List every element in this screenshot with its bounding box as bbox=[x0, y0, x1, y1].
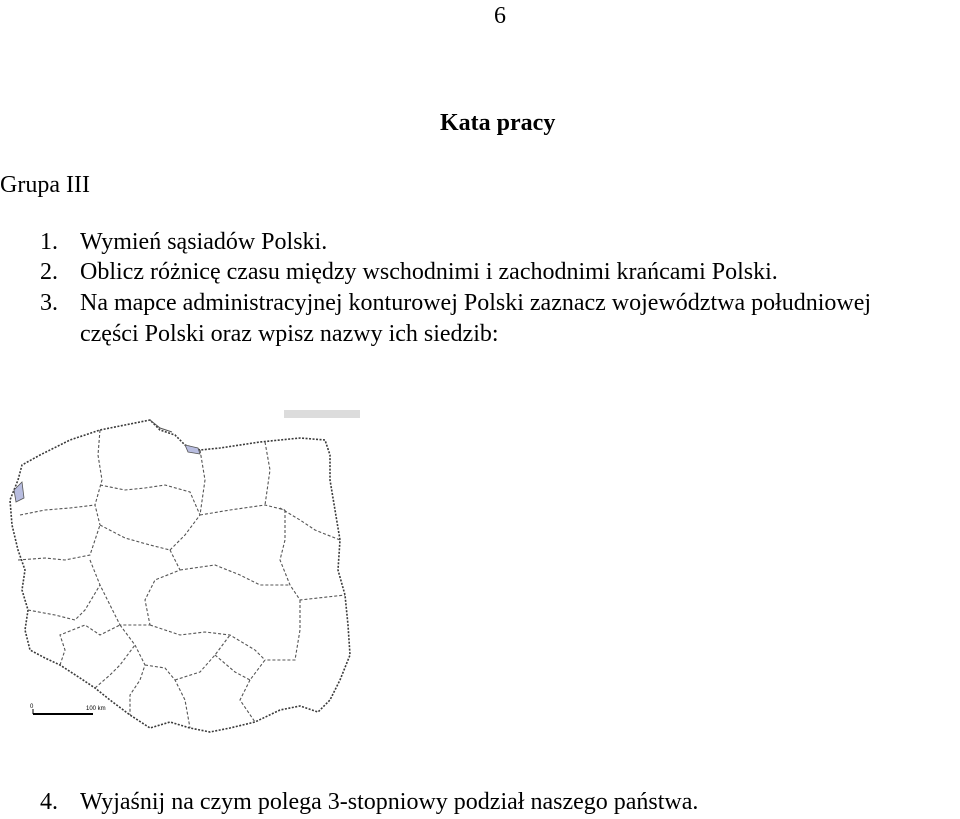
task-number: 2. bbox=[40, 259, 58, 285]
task-text-line-2: części Polski oraz wpisz nazwy ich siedzib: bbox=[80, 321, 499, 347]
group-label: Grupa III bbox=[0, 172, 90, 198]
page-number: 6 bbox=[494, 3, 506, 29]
scale-start-label: 0 bbox=[30, 704, 34, 710]
task-text: Oblicz różnicę czasu między wschodnimi i zachodnimi krańcami Polski. bbox=[80, 259, 778, 285]
task-number: 1. bbox=[40, 229, 58, 255]
scale-end-label: 100 km bbox=[86, 706, 106, 712]
task-3-continuation bbox=[80, 319, 499, 349]
task-number: 3. bbox=[40, 290, 58, 316]
task-text: Wyjaśnij na czym polega 3-stopniowy podział naszego państwa. bbox=[80, 789, 699, 815]
poland-admin-map bbox=[0, 410, 362, 755]
task-text: Wymień sąsiadów Polski. bbox=[80, 229, 328, 255]
worksheet-title: Kata pracy bbox=[440, 110, 556, 136]
task-text-line-1: Na mapce administracyjnej konturowej Polski zaznacz województwa południowej bbox=[80, 290, 872, 316]
task-number: 4. bbox=[40, 789, 58, 815]
